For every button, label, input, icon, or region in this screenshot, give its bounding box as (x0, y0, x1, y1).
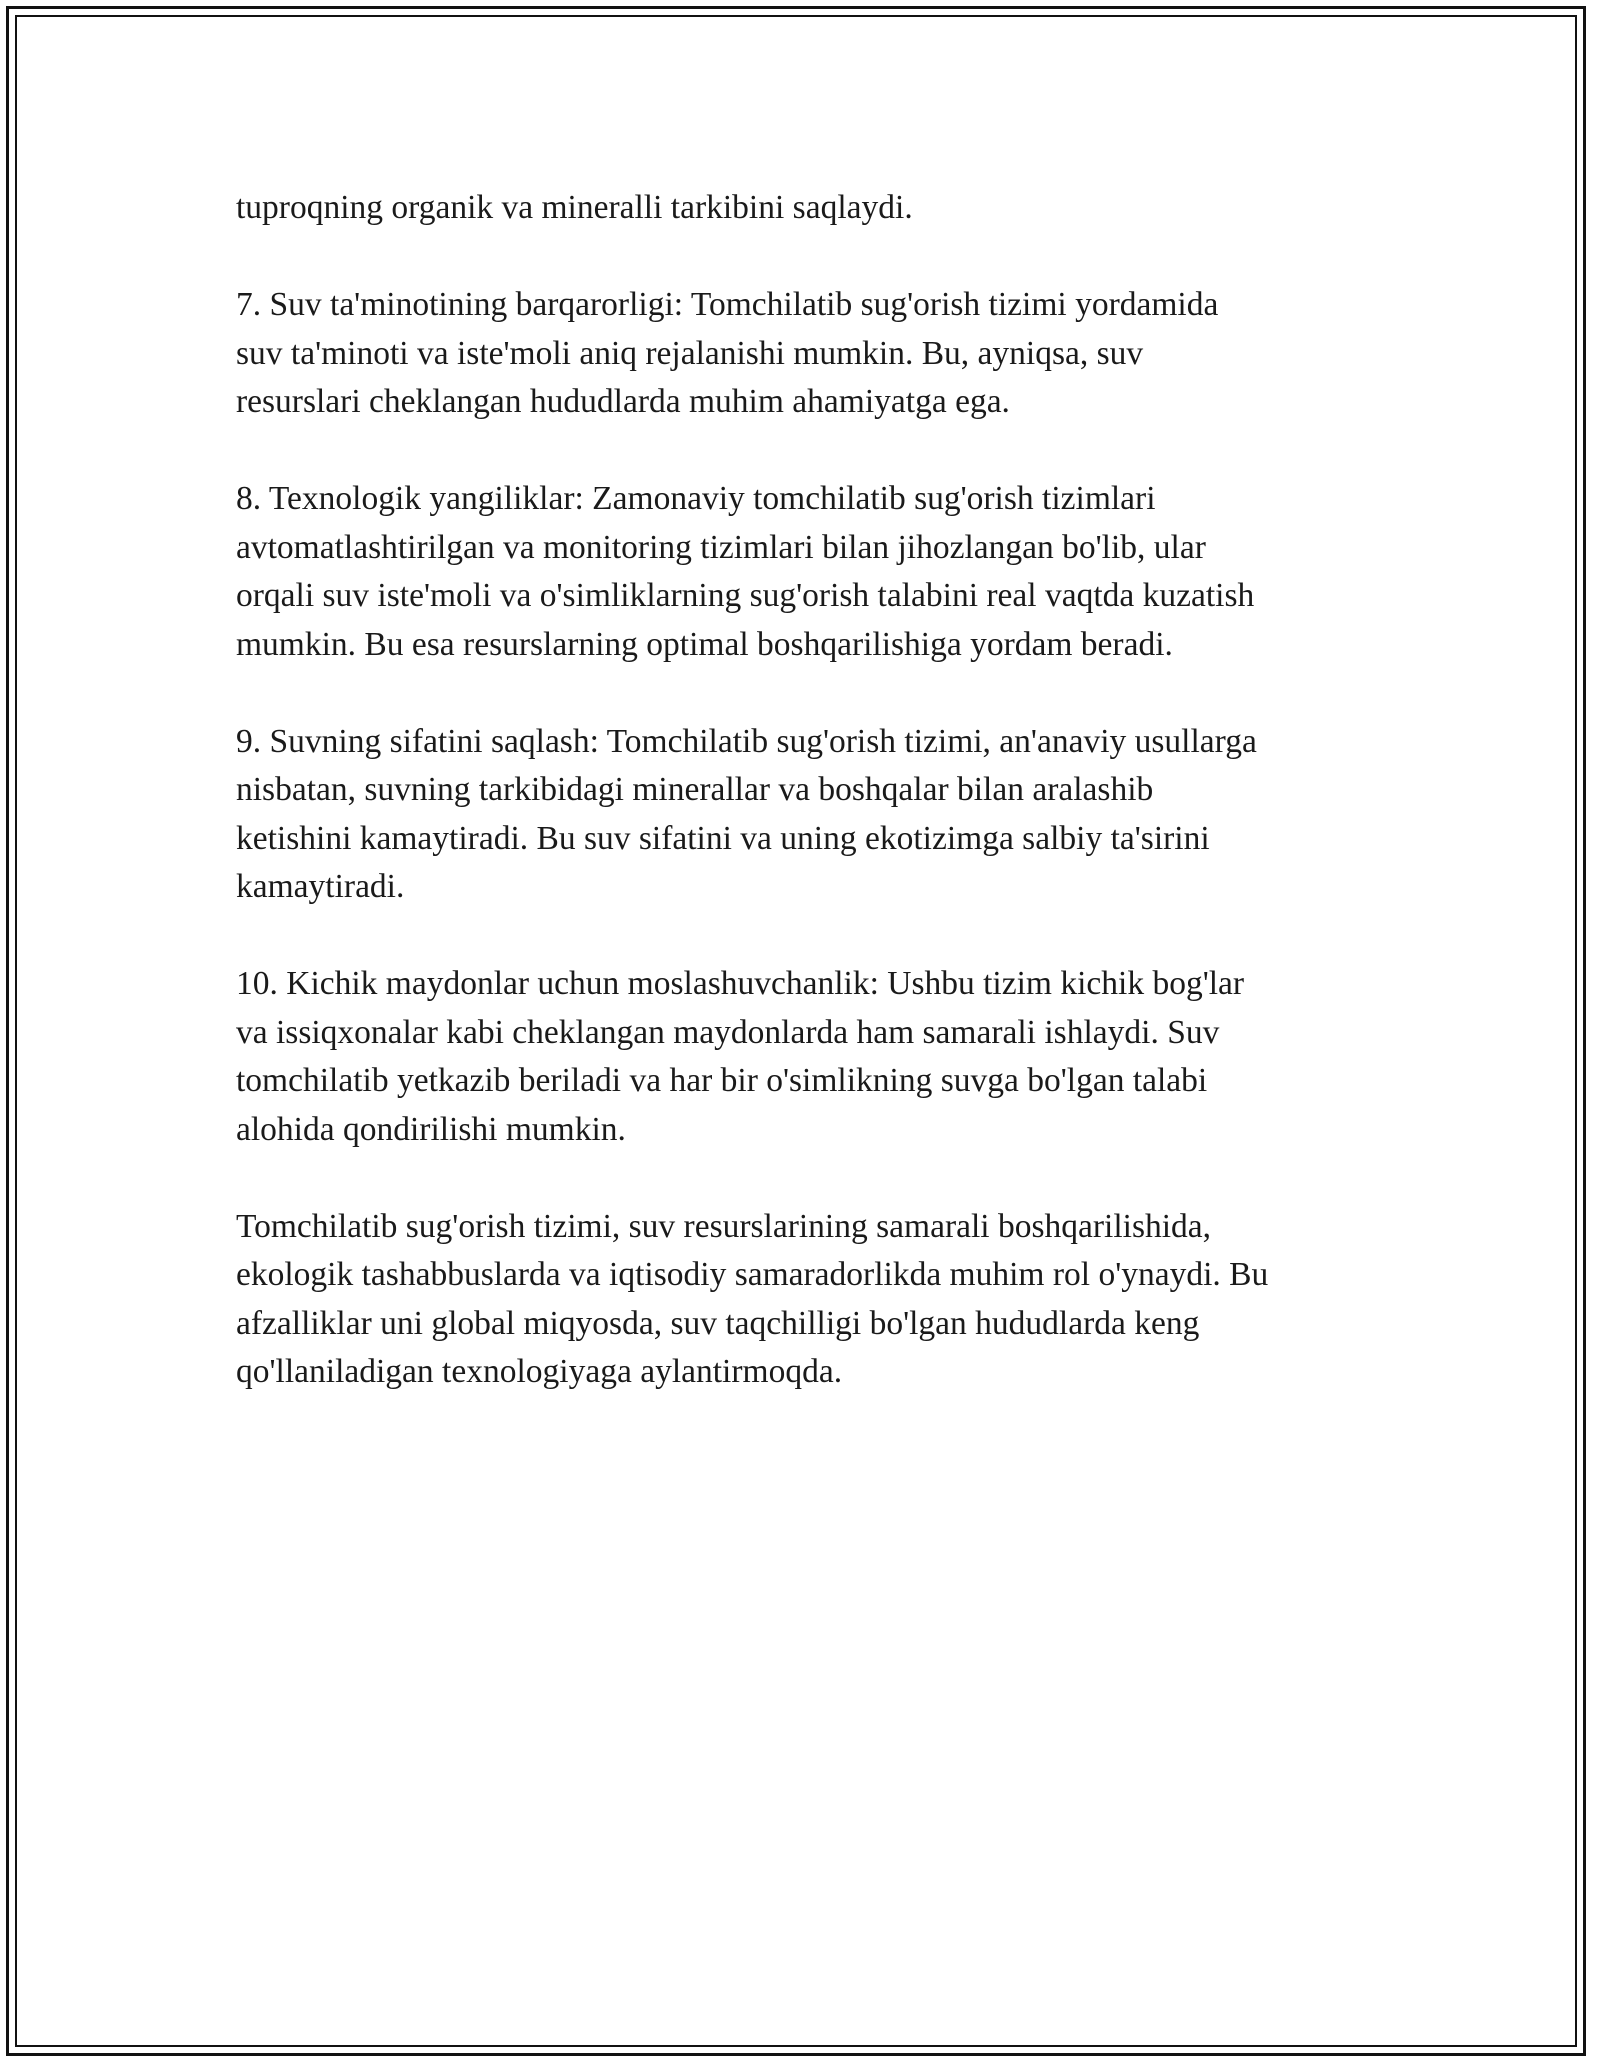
paragraph-item-9: 9. Suvning sifatini saqlash: Tomchilatib sug'orish tizimi, an'anaviy usullarga nisbatan, suvning tarkibidagi minerallar va boshqalar bilan aralashib ketishini kamaytiradi. Bu suv sifatini va uning ekotizimga salbiy ta'sirini kamaytiradi. (236, 722, 1257, 905)
paragraph-item-8: 8. Texnologik yangiliklar: Zamonaviy tomchilatib sug'orish tizimlari avtomatlashtirilgan va monitoring tizimlari bilan jihozlangan bo'lib, ular orqali suv iste'moli va o'simliklarning sug'orish talabini real vaqtda kuzatish mumkin. Bu esa resurslarning optimal boshqarilishiga yordam beradi. (236, 480, 1255, 663)
paragraph-conclusion: Tomchilatib sug'orish tizimi, suv resurslarining samarali boshqarilishida, ekologik tashabbuslarda va iqtisodiy samaradorlikda muhim rol o'ynaydi. Bu afzalliklar uni global miqyosda, suv taqchilligi bo'lgan hududlarda keng qo'llaniladigan texnologiyaga aylantirmoqda. (236, 1207, 1269, 1390)
document-body (236, 184, 1386, 1445)
paragraph-continuation: tuproqning organik va mineralli tarkibini saqlaydi. (236, 189, 913, 226)
paragraph-item-7: 7. Suv ta'minotining barqarorligi: Tomchilatib sug'orish tizimi yordamida suv ta'minoti va iste'moli aniq rejalanishi mumkin. Bu, ayniqsa, suv resurslari cheklangan hududlarda muhim ahamiyatga ega. (236, 286, 1219, 420)
paragraph-item-10: 10. Kichik maydonlar uchun moslashuvchanlik: Ushbu tizim kichik bog'lar va issiqxonalar kabi cheklangan maydonlarda ham samarali ishlaydi. Suv tomchilatib yetkazib beriladi va har bir o'simlikning suvga bo'lgan talabi alohida qondirilishi mumkin. (236, 965, 1245, 1148)
